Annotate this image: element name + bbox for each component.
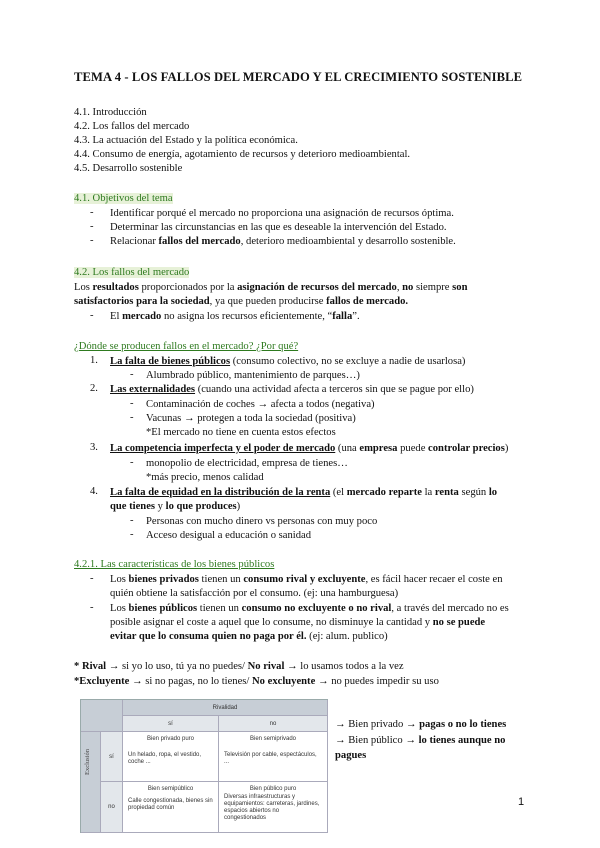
table-col-no: no (219, 716, 328, 732)
item-inequity-line-2: que tienes y lo que produces) (110, 501, 241, 512)
list-number: 4. (90, 486, 98, 497)
side-note-private: → Bien privado → pagas o no lo tienes (335, 719, 507, 730)
goods-classification-table (80, 699, 328, 833)
toc-item-3: 4.3. La actuación del Estado y la política económica. (74, 135, 298, 146)
sub-item: Vacunas → protegen a toda la sociedad (positiva) (146, 413, 356, 424)
public-goods-line-3: evitar que lo consuma quien no paga por él. (ej: alum. publico) (110, 631, 388, 642)
item-public-goods: La falta de bienes públicos (consumo colectivo, no se excluye a nadie de usarlosa) (110, 356, 466, 367)
list-number: 2. (90, 383, 98, 394)
sub-item: monopolio de electricidad, empresa de tienes… (146, 458, 348, 469)
table-row-label-exclusion: Exclusión (84, 749, 91, 775)
cell-body: Un helado, ropa, el vestido, coche ... (128, 752, 202, 765)
table-corner (81, 700, 123, 732)
toc-item-1: 4.1. Introducción (74, 107, 147, 118)
bullet-dash: - (90, 235, 94, 246)
toc-item-2: 4.2. Los fallos del mercado (74, 121, 190, 132)
toc-item-4: 4.4. Consumo de energía, agotamiento de recursos y deterioro medioambiental. (74, 149, 411, 160)
table-row-si: sí (101, 732, 123, 782)
table-row-header (81, 732, 101, 833)
bullet-dash: - (90, 602, 94, 613)
section-heading-4-1: 4.1. Objetivos del tema (74, 193, 173, 204)
market-fails-bullet: El mercado no asigna los recursos eficientemente, “falla”. (110, 311, 360, 322)
section-heading-4-2-1: 4.2.1. Las características de los bienes públicos (74, 559, 275, 570)
table-header-rivalry: Rivalidad (123, 700, 328, 716)
item-inequity: La falta de equidad en la distribución de la renta (el mercado reparte la renta según lo (110, 487, 498, 498)
private-goods-line-2: quién obtiene la satisfacción por el consumo. (ej: una hamburguesa) (110, 588, 399, 599)
table-cell-public (219, 782, 328, 833)
objective-2: Determinar las circunstancias en las que es deseable la intervención del Estado. (110, 222, 447, 233)
sub-item: Acceso desigual a educación o sanidad (146, 530, 312, 541)
bullet-dash: - (130, 412, 134, 423)
cell-title: Bien público puro (249, 786, 297, 792)
sub-item: Alumbrado público, mantenimiento de parques…) (146, 370, 360, 381)
bullet-dash: - (130, 529, 134, 540)
note: *más precio, menos calidad (146, 472, 264, 483)
bullet-dash: - (130, 457, 134, 468)
list-number: 3. (90, 442, 98, 453)
cell-body: Diversas infraestructuras y equipamientos: carreteras, jardines, espacios abiertos no congestionados (224, 794, 320, 821)
cell-title: Bien semiprivado (249, 736, 297, 742)
bullet-dash: - (90, 221, 94, 232)
rival-definition: * Rival → si yo lo uso, tú ya no puedes/ No rival → lo usamos todos a la vez (74, 661, 404, 672)
item-imperfect-competition: La competencia imperfecta y el poder de mercado (una empresa puede controlar precios) (110, 443, 509, 454)
excluyente-definition: *Excluyente → si no pagas, no lo tienes/ No excluyente → no puedes impedir su uso (74, 676, 439, 687)
table-row-no: no (101, 782, 123, 833)
bullet-dash: - (130, 515, 134, 526)
bullet-dash: - (130, 398, 134, 409)
table-cell-semiprivate (219, 732, 328, 782)
bullet-dash: - (90, 310, 94, 321)
page-title: TEMA 4 - LOS FALLOS DEL MERCADO Y EL CRECIMIENTO SOSTENIBLE (74, 70, 523, 84)
note: *El mercado no tiene en cuenta estos efectos (146, 427, 336, 438)
cell-body: Calle congestionada, bienes sin propiedad común (128, 798, 213, 811)
side-note-public-line-2: pagues (335, 750, 367, 761)
public-goods-line-2: posible asignar el coste a aquel que lo consume, no disminuye la cantidad y no se puede (110, 617, 486, 628)
sub-item: Contaminación de coches → afecta a todos (negativa) (146, 399, 375, 410)
paragraph-line-2: satisfactorios para la sociedad, ya que pueden producirse fallos de mercado. (74, 296, 409, 307)
cell-title: Bien privado puro (146, 736, 195, 742)
page-number: 1 (518, 796, 525, 808)
table-col-si: sí (123, 716, 219, 732)
cell-body: Televisión por cable, espectáculos, ... (224, 752, 317, 765)
private-goods-line-1: Los bienes privados tienen un consumo rival y excluyente, es fácil hacer recaer el coste en (110, 574, 503, 585)
table-cell-private (123, 732, 219, 782)
bullet-dash: - (130, 369, 134, 380)
side-note-public: → Bien público → lo tienes aunque no (335, 735, 506, 746)
toc-item-5: 4.5. Desarrollo sostenible (74, 163, 183, 174)
bullet-dash: - (90, 573, 94, 584)
table-cell-semipublic (123, 782, 219, 833)
item-externalities: Las externalidades (cuando una actividad afecta a terceros sin que se pague por ello) (110, 384, 474, 395)
objective-1: Identificar porqué el mercado no proporciona una asignación de recursos óptima. (110, 208, 454, 219)
sub-item: Personas con mucho dinero vs personas con muy poco (146, 516, 378, 527)
section-heading-4-2: 4.2. Los fallos del mercado (74, 267, 190, 278)
question-heading: ¿Dónde se producen fallos en el mercado? ¿Por qué? (74, 341, 299, 352)
list-number: 1. (90, 355, 98, 366)
cell-title: Bien semipúblico (147, 786, 194, 792)
objective-3: Relacionar fallos del mercado, deterioro medioambiental y desarrollo sostenible. (110, 236, 456, 247)
paragraph-line-1: Los resultados proporcionados por la asignación de recursos del mercado, no siempre son (74, 282, 468, 293)
bullet-dash: - (90, 207, 94, 218)
public-goods-line-1: Los bienes públicos tienen un consumo no excluyente o no rival, a través del mercado no es (110, 603, 509, 614)
